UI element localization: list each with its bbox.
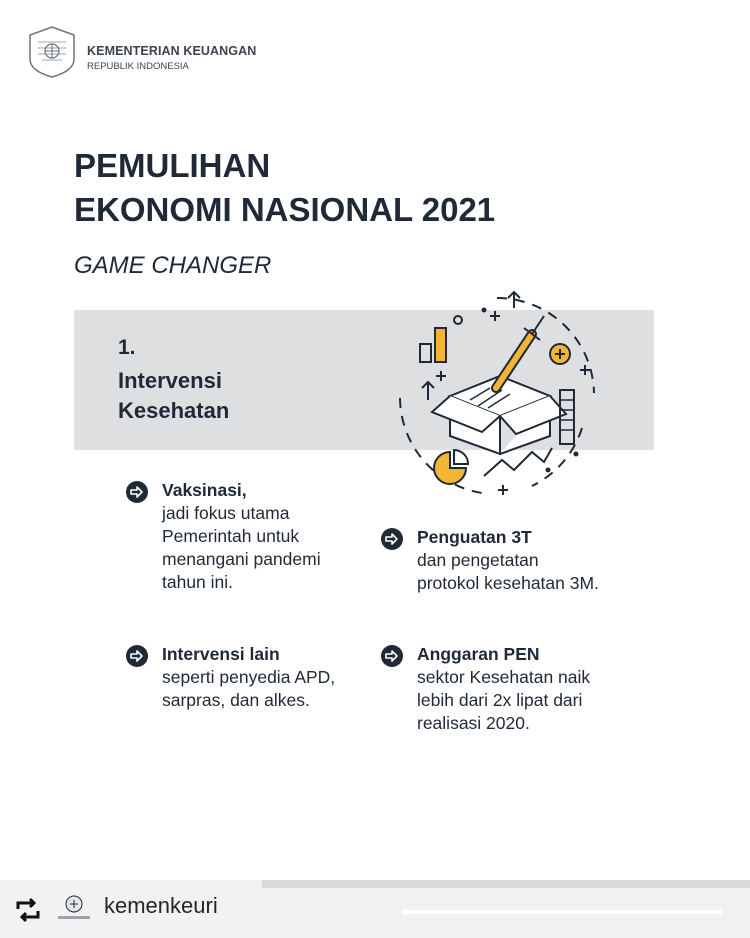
title-line1: PEMULIHAN — [74, 147, 271, 184]
item-line: protokol kesehatan 3M. — [417, 573, 599, 593]
item-line: lebih dari 2x lipat dari — [417, 690, 583, 710]
repost-icon[interactable] — [14, 897, 42, 923]
item-line: menangani pandemi — [162, 549, 321, 569]
arrow-right-circle-icon — [381, 528, 403, 550]
arrow-right-circle-icon — [126, 645, 148, 667]
organization-name — [87, 44, 256, 72]
progress-track — [262, 880, 750, 888]
item-text — [162, 643, 335, 712]
item-line: jadi fokus utama — [162, 503, 290, 523]
item-line: sarpras, dan alkes. — [162, 690, 310, 710]
item-line: sektor Kesehatan naik — [417, 667, 591, 687]
item-line: Pemerintah untuk — [162, 526, 300, 546]
repost-bar — [0, 880, 750, 938]
item-line: tahun ini. — [162, 572, 234, 592]
item-text — [162, 479, 321, 594]
item-line: realisasi 2020. — [417, 713, 530, 733]
kemenkeu-logo — [24, 24, 80, 80]
section-number: 1. — [118, 336, 136, 359]
avatar[interactable] — [56, 894, 92, 924]
username-link[interactable]: kemenkeuri — [104, 893, 218, 918]
title-line2: EKONOMI NASIONAL 2021 — [74, 191, 496, 228]
item-title: Anggaran PEN — [417, 644, 540, 664]
item-line: dan pengetatan — [417, 550, 539, 570]
org-line2: REPUBLIK INDONESIA — [87, 61, 189, 72]
item-line: seperti penyedia APD, — [162, 667, 336, 687]
arrow-right-circle-icon — [381, 645, 403, 667]
item-title: Vaksinasi, — [162, 480, 247, 500]
section-heading — [118, 366, 229, 426]
arrow-right-circle-icon — [126, 481, 148, 503]
section-heading-line2: Kesehatan — [118, 398, 230, 423]
item-title: Intervensi lain — [162, 644, 280, 664]
item-text — [417, 643, 590, 735]
health-box-illustration — [392, 288, 602, 502]
section-heading-line1: Intervensi — [118, 368, 222, 393]
progress-fill — [402, 910, 722, 914]
org-line1: KEMENTERIAN KEUANGAN — [87, 44, 257, 58]
page-subtitle: GAME CHANGER — [74, 252, 272, 279]
page-title — [74, 144, 495, 232]
item-title: Penguatan 3T — [417, 527, 532, 547]
item-text — [417, 526, 599, 595]
